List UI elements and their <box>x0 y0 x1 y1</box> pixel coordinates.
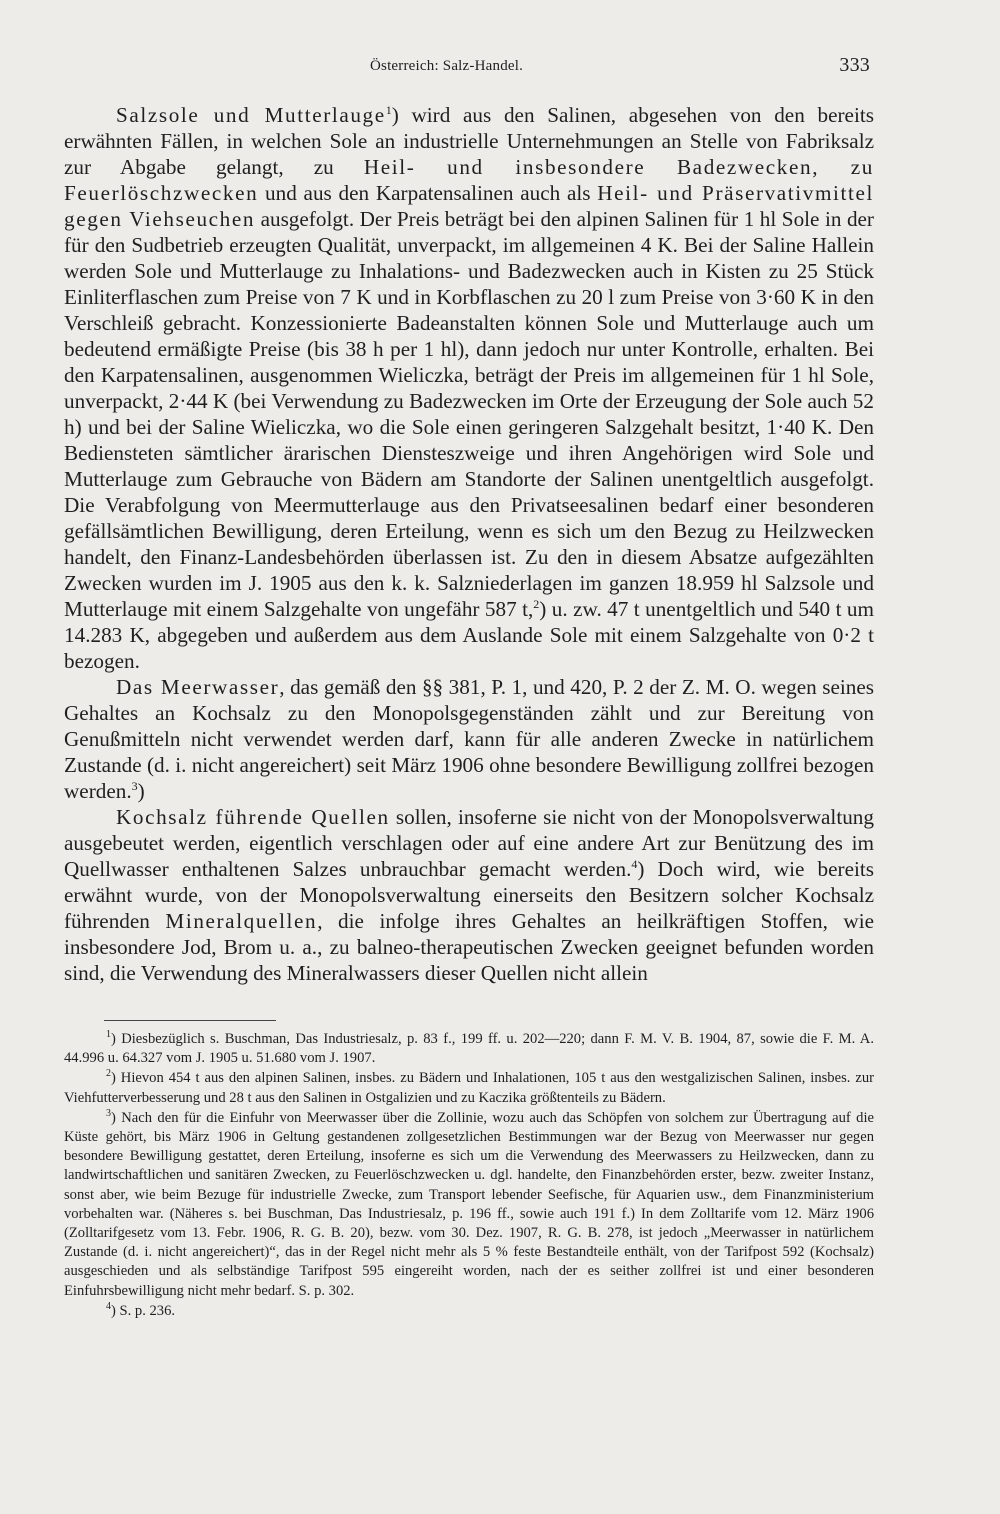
text-span: Heil- und Präservativmittel gegen Viehseuchen <box>64 181 874 231</box>
paragraph-kochsalz-quellen <box>64 804 874 986</box>
running-head: Österreich: Salz-Handel. <box>370 58 524 74</box>
footnote-mark: 1 <box>106 1029 111 1041</box>
text-span: , die infolge ihres Gehaltes an heilkräftigen Stoffen, wie insbesondere Jod, Brom u. a., zu balneo-therapeutischen Zwecken geeignet befunden worden sind, die Verwendung des Mineralwassers dieser Quellen nicht allein <box>64 909 874 985</box>
footnote-mark: 3 <box>106 1107 111 1119</box>
footnote-text: ) S. p. 236. <box>111 1302 176 1319</box>
page-number: 333 <box>839 54 870 76</box>
text-span: ) u. zw. 47 t unentgeltlich und 540 t um 14.283 K, abgegeben und außerdem aus dem Auslande Sole mit einem Salzgehalte von 0·2 t bezogen. <box>64 597 874 673</box>
text-span: Mineralquellen <box>165 909 318 933</box>
footnote-mark: 2 <box>106 1068 111 1080</box>
footnote-text: ) Hievon 454 t aus den alpinen Salinen, insbes. zu Bädern und Inhalationen, 105 t aus den westgalizischen Salinen, insbes. zur Viehfutterverbesserung und 28 t aus den Salinen in Ostgalizien und zu Kaczika größtenteils zu Bädern. <box>64 1070 874 1106</box>
text-span: Salzsole und Mutterlauge <box>116 103 386 127</box>
body-text <box>64 102 874 986</box>
footnote-text: ) Nach den für die Einfuhr von Meerwasser über die Zollinie, wozu auch das Schöpfen von solchem zur Übertragung auf die Küste gehört, bis März 1906 in Geltung gestandenen zollgesetzlichen Bestimmungen war der Bezug von Meerwasser nur gegen besondere Bewilligung gestattet, deren Erteilung, insoferne es sich um die Verwendung des Meerwassers zu Heilzwecken, dann zu landwirtschaftlichen und sanitären Zwecken, zu Feuerlöschzwecken u. dgl. handelte, den Finanzbehörden erster, bezw. zweiter Instanz, sonst aber, wie beim Bezuge für industrielle Zwecke, zum Transport lebender Seefische, für Aquarien usw., dem Finanzministerium vorbehalten war. (Näheres s. bei Buschman, Das Industriesalz, p. 196 ff., sowie auch 191 f.) In dem Zolltarife vom 12. März 1906 (Zolltarifgesetz vom 13. Febr. 1906, R. G. B. 20), bezw. vom 30. Dez. 1907, R. G. B. 278, ist jedoch „Meerwasser in natürlichem Zustande (d. i. nicht angereichert)“, das in der Regel nicht mehr als 5 % feste Bestandteile enthält, von der Tarifpost 592 (Kochsalz) ausgeschieden und als selbständige Tarifpost 595 eingereiht worden, nach der es seither zollfrei ist und einer besonderen Einfuhrsbewilligung nicht mehr bedarf. S. p. 302. <box>64 1109 874 1299</box>
footnotes <box>64 1030 874 1322</box>
footnote <box>64 1302 874 1321</box>
footnote-ref: 4 <box>631 856 638 871</box>
footnote-text: ) Diesbezüglich s. Buschman, Das Industriesalz, p. 83 f., 199 ff. u. 202—220; dann F. M. V. B. 1904, 87, sowie die F. M. A. 44.996 u. 64.327 vom J. 1905 u. 51.680 vom J. 1907. <box>64 1031 874 1067</box>
text-span: Kochsalz führende Quellen <box>116 805 390 829</box>
text-span: , das gemäß den §§ 381, P. 1, und 420, P. 2 der Z. M. O. wegen seines Gehaltes an Kochsalz zu den Monopolsgegenständen zählt und zur Bereitung von Genußmitteln nicht verwendet werden darf, kann für alle anderen Zwecke in natürlichem Zustande (d. i. nicht angereichert) seit März 1906 ohne besondere Bewilligung zollfrei bezogen werden. <box>64 675 875 803</box>
footnote <box>64 1030 874 1068</box>
text-span: ) <box>137 779 145 803</box>
footnote-ref: 3 <box>131 778 138 793</box>
text-span: ) Doch wird, wie bereits erwähnt wurde, von der Monopolsverwaltung einerseits den Besitzern solcher Kochsalz führenden <box>64 857 874 933</box>
footnote <box>64 1109 874 1301</box>
footnote-divider <box>104 1020 276 1021</box>
paragraph-salzsole <box>64 102 874 674</box>
text-span: Das Meerwasser <box>116 675 280 699</box>
text-span: ausgefolgt. Der Preis beträgt bei den alpinen Salinen für 1 hl Sole in der für den Sudbetrieb erzeugten Qualität, unverpackt, im allgemeinen 4 K. Bei der Saline Hallein werden Sole und Mutterlauge zu Inhalations- und Badezwecken auch in Kisten zu 25 Stück Einliterflaschen zum Preise von 7 K und in Korbflaschen zu 20 l zum Preise von 3·60 K in den Verschleiß gebracht. Konzessionierte Badeanstalten können Sole und Mutterlauge auch um bedeutend ermäßigte Preise (bis 38 h per 1 hl), dann jedoch nur unter Kontrolle, erhalten. Bei den Karpatensalinen, ausgenommen Wieliczka, beträgt der Preis im allgemeinen für 1 hl Sole, unverpackt, 2·44 K (bei Verwendung zu Badezwecken im Orte der Erzeugung der Sole auch 52 h) und bei der Saline Wieliczka, wo die Sole einen geringeren Salzgehalt besitzt, 1·40 K. Den Bediensteten sämtlicher ärarischen Diensteszweige und ihren Angehörigen wird Sole und Mutterlauge zum Gebrauche von Bädern am Standorte der Salinen unentgeltlich ausgefolgt. Die Verabfolgung von Meermutterlauge aus den Privatseesalinen bedarf einer besonderen gefällsämtlichen Bewilligung, deren Erteilung, wenn es sich um den Bezug zu Heilzwecken handelt, den Finanz-Landesbehörden überlassen ist. Zu den in diesem Absatze aufgezählten Zwecken wurden im J. 1905 aus den k. k. Salzniederlagen im ganzen 18.959 hl Salzsole und Mutterlauge mit einem Salzgehalte von ungefähr 587 t, <box>64 207 874 621</box>
text-span: ) wird aus den Salinen, abgesehen von den bereits erwähnten Fällen, in welchen Sole an industrielle Unternehmungen an Stelle von Fabriksalz zur Abgabe gelangt, zu <box>64 103 874 179</box>
footnote <box>64 1069 874 1107</box>
footnote-ref: 1 <box>385 102 392 117</box>
footnote-ref: 2 <box>533 596 540 611</box>
text-span: Heil- und insbesondere Badezwecken, zu Feuerlöschzwecken <box>64 155 874 205</box>
footnote-mark: 4 <box>106 1300 111 1312</box>
text-span: sollen, insoferne sie nicht von der Monopolsverwaltung ausgebeutet werden, eigentlich verschlagen oder auf eine andere Art zur Benützung des im Quellwasser enthaltenen Salzes unbrauchbar gemacht werden. <box>64 805 874 881</box>
text-span: und aus den Karpatensalinen auch als <box>258 181 598 205</box>
paragraph-meerwasser <box>64 674 874 804</box>
